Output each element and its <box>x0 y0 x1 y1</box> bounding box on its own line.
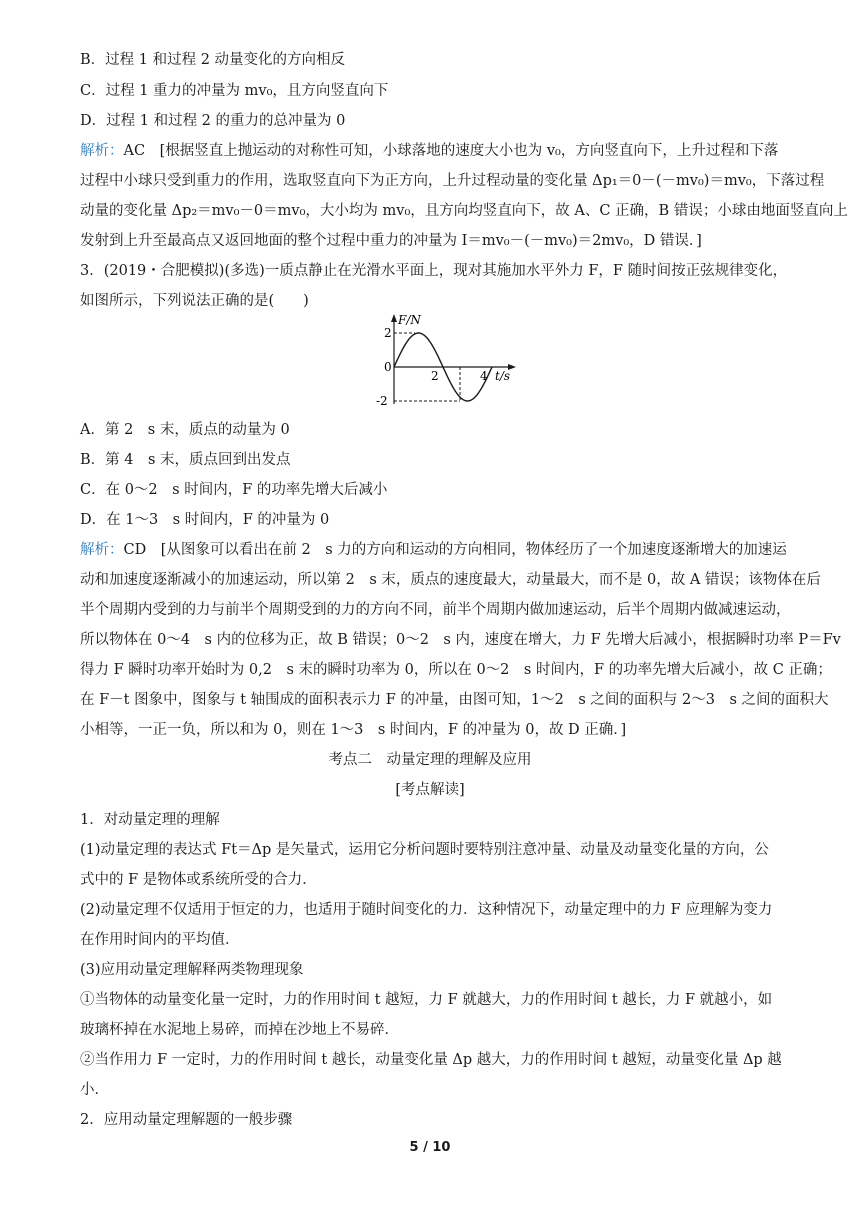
line-text: ②当作用力 F 一定时，力的作用时间 t 越长，动量变化量 Δp 越大，力的作用时间 t 越短，动量变化量 Δp 越 <box>80 1052 782 1068</box>
line-text: 小相等，一正一负，所以和为 0，则在 1～3 s 时间内，F 的冲量为 0，故 D 正确．] <box>80 722 627 738</box>
line-text: [考点解读] <box>395 782 465 798</box>
text-line <box>0 480 860 500</box>
line-text: 发射到上升至最高点又返回地面的整个过程中重力的冲量为 I＝mv₀－(－mv₀)＝2mv₀，D 错误．] <box>80 233 702 249</box>
text-line <box>0 420 860 440</box>
line-text: 3．(2019・合肥模拟)(多选)一质点静止在光滑水平面上，现对其施加水平外力 F，F 随时间按正弦规律变化， <box>80 263 788 279</box>
text-line <box>0 291 860 311</box>
text-line <box>0 900 860 920</box>
text-line <box>0 720 860 740</box>
line-text: 式中的 F 是物体或系统所受的合力． <box>80 872 317 888</box>
text-line <box>0 510 860 530</box>
y-axis-arrow <box>391 314 397 322</box>
text-line <box>0 1080 860 1100</box>
line-text: 所以物体在 0～4 s 内的位移为正，故 B 错误；0～2 s 内，速度在增大，力 F 先增大后减小，根据瞬时功率 P＝Fv <box>80 632 841 648</box>
text-line <box>0 690 860 710</box>
line-text: D．在 1～3 s 时间内，F 的冲量为 0 <box>80 512 330 528</box>
text-line <box>0 1020 860 1040</box>
text-line <box>0 810 860 830</box>
line-text: 得力 F 瞬时功率开始时为 0,2 s 末的瞬时功率为 0，所以在 0～2 s 时间内，F 的功率先增大后减小，故 C 正确； <box>80 662 832 678</box>
force-time-graph <box>350 312 520 412</box>
analysis-tag: 解析： <box>80 143 124 159</box>
text-line <box>0 780 860 800</box>
text-line <box>0 1110 860 1130</box>
text-line <box>0 990 860 1010</box>
line-text: ①当物体的动量变化量一定时，力的作用时间 t 越短，力 F 就越大，力的作用时间 t 越长，力 F 就越小，如 <box>80 992 773 1008</box>
text-line <box>0 870 860 890</box>
text-line <box>0 540 860 560</box>
text-line <box>0 81 860 101</box>
text-line <box>0 50 860 70</box>
line-text: C．过程 1 重力的冲量为 mv₀，且方向竖直向下 <box>80 83 389 99</box>
line-text: B．第 4 s 末，质点回到出发点 <box>80 452 291 468</box>
text-line <box>0 600 860 620</box>
line-text: 如图所示，下列说法正确的是( ) <box>80 293 309 309</box>
text-line <box>0 630 860 650</box>
x-axis-label: t/s <box>495 369 511 383</box>
text-line <box>0 930 860 950</box>
text-line <box>0 201 860 221</box>
line-text: B．过程 1 和过程 2 动量变化的方向相反 <box>80 52 346 68</box>
text-line <box>0 660 860 680</box>
line-text: 小． <box>80 1082 109 1098</box>
text-line <box>0 231 860 251</box>
line-text: 2．应用动量定理解题的一般步骤 <box>80 1112 293 1128</box>
line-text: C．在 0～2 s 时间内，F 的功率先增大后减小 <box>80 482 388 498</box>
line-text: (1)动量定理的表达式 Ft＝Δp 是矢量式，运用它分析问题时要特别注意冲量、动量及动量变化量的方向，公 <box>80 842 769 858</box>
line-text: 玻璃杯掉在水泥地上易碎，而掉在沙地上不易碎． <box>80 1022 399 1038</box>
x-tick-4: 4 <box>480 369 488 383</box>
page-number: 5 / 10 <box>409 1140 451 1155</box>
text-line <box>0 960 860 980</box>
text-line <box>0 570 860 590</box>
line-text: CD [从图象可以看出在前 2 s 力的方向和运动的方向相同，物体经历了一个加速度逐渐增大的加速运 <box>123 542 787 558</box>
line-text: 1．对动量定理的理解 <box>80 812 220 828</box>
text-line <box>0 261 860 281</box>
line-text: 动量的变化量 Δp₂＝mv₀－0＝mv₀，大小均为 mv₀，且方向均竖直向下，故 A、C 正确，B 错误；小球由地面竖直向上 <box>80 203 848 219</box>
text-line <box>0 141 860 161</box>
line-text: A．第 2 s 末，质点的动量为 0 <box>80 422 290 438</box>
line-text: (3)应用动量定理解释两类物理现象 <box>80 962 304 978</box>
line-text: 在 F－t 图象中，图象与 t 轴围成的面积表示力 F 的冲量，由图可知，1～2 s 之间的面积与 2～3 s 之间的面积大 <box>80 692 829 708</box>
analysis-tag: 解析： <box>80 542 124 558</box>
line-text: 动和加速度逐渐减小的加速运动，所以第 2 s 末，质点的速度最大，动量最大，而不是 0，故 A 错误；该物体在后 <box>80 572 821 588</box>
text-line <box>0 111 860 131</box>
y-axis-label: F/N <box>398 313 421 327</box>
y-tick-neg2: -2 <box>376 394 388 408</box>
line-text: 考点二 动量定理的理解及应用 <box>328 752 532 768</box>
line-text: AC [根据竖直上抛运动的对称性可知，小球落地的速度大小也为 v₀，方向竖直向下，上升过程和下落 <box>123 143 779 159</box>
line-text: 过程中小球只受到重力的作用，选取竖直向下为正方向，上升过程动量的变化量 Δp₁＝0－(－mv₀)＝mv₀，下落过程 <box>80 173 825 189</box>
line-text: 半个周期内受到的力与前半个周期受到的力的方向不同，前半个周期内做加速运动，后半个周期内做减速运动， <box>80 602 791 618</box>
line-text: D．过程 1 和过程 2 的重力的总冲量为 0 <box>80 113 346 129</box>
y-tick-0: 0 <box>384 360 392 374</box>
x-tick-2: 2 <box>431 369 439 383</box>
text-line <box>0 450 860 470</box>
line-text: (2)动量定理不仅适用于恒定的力，也适用于随时间变化的力．这种情况下，动量定理中的力 F 应理解为变力 <box>80 902 773 918</box>
line-text: 在作用时间内的平均值． <box>80 932 240 948</box>
text-line <box>0 750 860 770</box>
text-line <box>0 840 860 860</box>
text-line <box>0 171 860 191</box>
y-tick-2: 2 <box>384 326 392 340</box>
text-line <box>0 1050 860 1070</box>
